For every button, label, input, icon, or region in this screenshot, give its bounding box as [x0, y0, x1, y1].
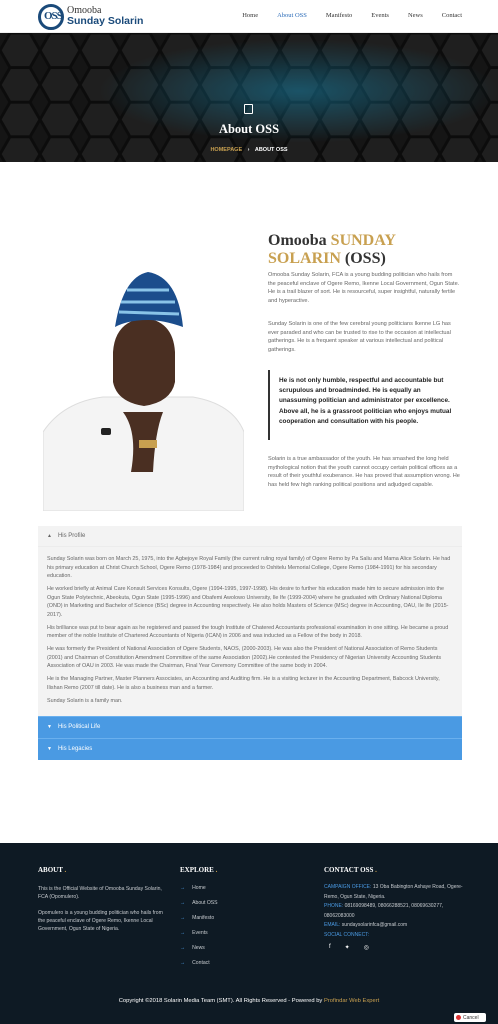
accordion-legacies-title: His Legacies [57, 745, 93, 752]
footer-about-title-text: ABOUT [38, 866, 63, 874]
footer-link-events[interactable] [180, 930, 218, 945]
breadcrumb-current: ABOUT OSS [254, 147, 288, 153]
profile-accordion [38, 526, 462, 760]
footer-explore-links [180, 885, 218, 975]
profile-paragraph: He is the Managing Partner, Master Planners Associates, an Accounting and Auditing firm. He is a visiting lecturer in the Accounting Department, Babcock University, Ilishan Remo (2007 till date). He is also a business man and a farmer. [47, 676, 440, 691]
nav-about-oss[interactable]: About OSS [277, 12, 307, 19]
breadcrumb [0, 147, 498, 153]
nav-home[interactable]: Home [242, 12, 259, 19]
profile-paragraph: He was formerly the President of National Association of Ogere Students, NAOS, (2000-2003). He was also the President of National Association of Remo Students (2001) and Chairman of Constitution Amendment Committee of the same Association (2002).He contested the Presidency of Nigerian University Accounting Students Association of OAU in 2003. He was made the Chairman, Final Year Ceremony Committee of the same body in 2004. [47, 646, 442, 669]
arrow-right-icon: → [180, 915, 186, 921]
bio-quote [268, 370, 460, 440]
bio-name-gold-2: SOLARIN [268, 250, 341, 267]
bio-name-tail: (OSS) [340, 250, 386, 267]
arrow-right-icon: → [180, 900, 186, 906]
cookie-cancel-button[interactable]: Cancel [454, 1013, 486, 1022]
contact-campaign-label: CAMPAIGN OFFICE: [324, 884, 372, 890]
arrow-right-icon: → [180, 885, 186, 891]
accordion-his-profile-title: His Profile [57, 533, 86, 539]
accordion-political-life-header[interactable] [38, 716, 462, 738]
profile-paragraph: His brilliance was put to bear again as he registered and passed the tough Institute of Chatered Accountants professional examination in one sitting. He became a proud member of the noble Institute of Chartered Accountants of Nigeria (ICAN) in 2006 and was inducted as a Fellow of the body in 2018. [47, 624, 449, 639]
profile-paragraph: Sunday Solarin was born on March 25, 1975, into the Agbejoye Royal Family (the current ruling royal family) of Ogere Remo by Pa Saliu and Mama Alice Solarin. He had his primary education at Christ Church School, Ogere Remo (1978-1984) and proceeded to Oshitelu Memorial College, Ogere Remo (1984-1991) for his secondary education. [47, 556, 451, 579]
arrow-right-icon: → [180, 945, 186, 951]
footer-link-news[interactable] [180, 945, 218, 960]
nav-contact[interactable]: Contact [441, 12, 462, 19]
bio-name-gold-1: SUNDAY [330, 232, 396, 249]
footer-about-text-2: Opomulero is a young budding politician who hails from the peaceful enclave of Ogere Remo, Ikenne Local Government, Ogun State of Nigeria. [38, 910, 163, 933]
bio-paragraph-1: Omooba Sunday Solarin, FCA is a young budding politician who hails from the peaceful enclave of Ogere Remo, Ikenne Local Government, Ogun State. He is a trail blazer of sort. He is resourceful, super insightful, naturally fertile and hyperactive. [268, 272, 460, 304]
contact-phone-value[interactable]: 08169098489, 08066288521, 08069630277, 08062083000 [324, 903, 444, 919]
hex-pattern-background [0, 33, 498, 162]
logo-mark [38, 4, 64, 30]
footer-link-label: Manifesto [192, 915, 215, 921]
footer-explore-title-text: EXPLORE [180, 866, 214, 874]
bio-paragraph-2: Sunday Solarin is one of the few cerebral young politicians Ikenne LG has ever paraded and who can be trusted to rise to the occasion at intellectual gatherings. He is a frequent speaker at various intellectual and political gatherings. [268, 321, 451, 353]
accordion-political-life-title: His Political Life [57, 723, 101, 730]
bio-paragraph-3: Solarin is a true ambassador of the youth. He has smashed the long held mythological notion that the youth cannot occupy certain political offices as a result of their youthful exuberance. He has proved that assumption wrong. He has held few high ranking political positions and adjudged capable. [268, 456, 460, 488]
twitter-icon[interactable]: ✦ [344, 945, 350, 951]
contact-email-label: EMAIL: [324, 922, 341, 929]
logo-line1: Omooba [67, 5, 102, 16]
accordion-his-profile-body [38, 547, 462, 716]
contact-phone [324, 902, 474, 921]
portrait-photo [43, 232, 244, 511]
contact-campaign-office [324, 883, 474, 902]
chevron-down-icon: ▼ [47, 723, 52, 730]
footer-about-text-1: This is the Official Website of Omooba Sunday Solarin, FCA (Opomulero). [38, 886, 162, 901]
site-logo[interactable] [38, 4, 144, 30]
contact-email-value[interactable]: sundaysolarinfca@gmail.com [341, 922, 408, 929]
footer-link-contact[interactable] [180, 960, 218, 975]
chevron-down-icon: ▼ [47, 745, 52, 752]
footer-link-label: Home [192, 885, 206, 891]
accordion-legacies-header[interactable] [38, 738, 462, 760]
arrow-right-icon: → [180, 960, 186, 966]
nav-events[interactable]: Events [371, 12, 389, 19]
bookmark-icon [244, 104, 253, 114]
bio-heading [268, 232, 458, 268]
nav-manifesto[interactable]: Manifesto [325, 12, 353, 19]
footer-contact-title-text: CONTACT OSS [324, 866, 374, 874]
footer-copyright [0, 998, 498, 1004]
breadcrumb-home[interactable]: HOMEPAGE [210, 147, 243, 153]
footer-about-title: ABOUT . [38, 866, 67, 874]
footer-explore-title: EXPLORE . [180, 866, 218, 874]
bio-name-plain: Omooba [268, 232, 331, 249]
facebook-icon[interactable]: f [329, 944, 331, 950]
logo-line2: Sunday Solarin [67, 15, 144, 27]
instagram-icon[interactable]: ◎ [363, 945, 369, 951]
copyright-text: Copyright ©2018 Solarin Media Team (SMT). All Rights Reserved - Powered by [118, 998, 324, 1004]
footer-link-label: Contact [192, 960, 210, 966]
arrow-right-icon: → [180, 930, 186, 936]
footer-link-manifesto[interactable] [180, 915, 218, 930]
footer-contact-block [324, 883, 474, 941]
footer-link-label: About OSS [192, 900, 218, 906]
breadcrumb-separator: › [247, 147, 250, 153]
page-title: About OSS [218, 122, 280, 136]
nav-news[interactable]: News [407, 12, 423, 19]
logo-mark-text: OSS [44, 10, 62, 22]
site-header [0, 0, 498, 33]
contact-phone-label: PHONE: [324, 903, 344, 910]
footer-contact-title: CONTACT OSS . [324, 866, 377, 874]
site-footer [0, 843, 498, 1024]
footer-link-label: Events [192, 930, 208, 936]
accordion-his-profile-header[interactable] [38, 526, 462, 547]
bio-quote-text: He is not only humble, respectful and accountable but scrupulous and broadminded. He is equally an unassuming politician and administrator per excellence. Above all, he is a grassroot politician who enjoys mutual cooperation and consultation with his people. [279, 377, 452, 425]
footer-link-label: News [192, 945, 205, 951]
profile-paragraph: Sunday Solarin is a family man. [47, 697, 123, 704]
powered-by-link[interactable]: Profindar Web Expert [323, 998, 380, 1004]
social-links [329, 944, 369, 951]
page-hero [0, 33, 498, 162]
footer-link-home[interactable] [180, 885, 218, 900]
contact-social-label: SOCIAL CONNECT: [324, 931, 370, 938]
footer-link-about-oss[interactable] [180, 900, 218, 915]
profile-paragraph: He worked briefly at Animal Care Konsult Services Konsults, Ogere (1994-1995, 1997-1998). His desire to further his education made him to secure admission into the Ogun State Polytechnic, Abeokuta, Ogun State (1995-1996) and Obafemi Awolowo University, Ile Ife (1999-2004) where he graduated with Ordinary National Diploma (OND) in Marketing and Bachelor of Science (BSc) degree in Accounting respectively. He also holds Masters of Science (MSc) degree in Accounting, OAU, Ile Ife (2015-2017). [47, 586, 449, 618]
contact-email [324, 921, 474, 931]
contact-campaign-value: 13 Oba Babington Ashaye Road, Ogere-Remo, Ogun State, Nigeria. [324, 884, 463, 900]
chevron-up-icon: ▲ [47, 533, 52, 539]
main-nav [223, 12, 462, 19]
